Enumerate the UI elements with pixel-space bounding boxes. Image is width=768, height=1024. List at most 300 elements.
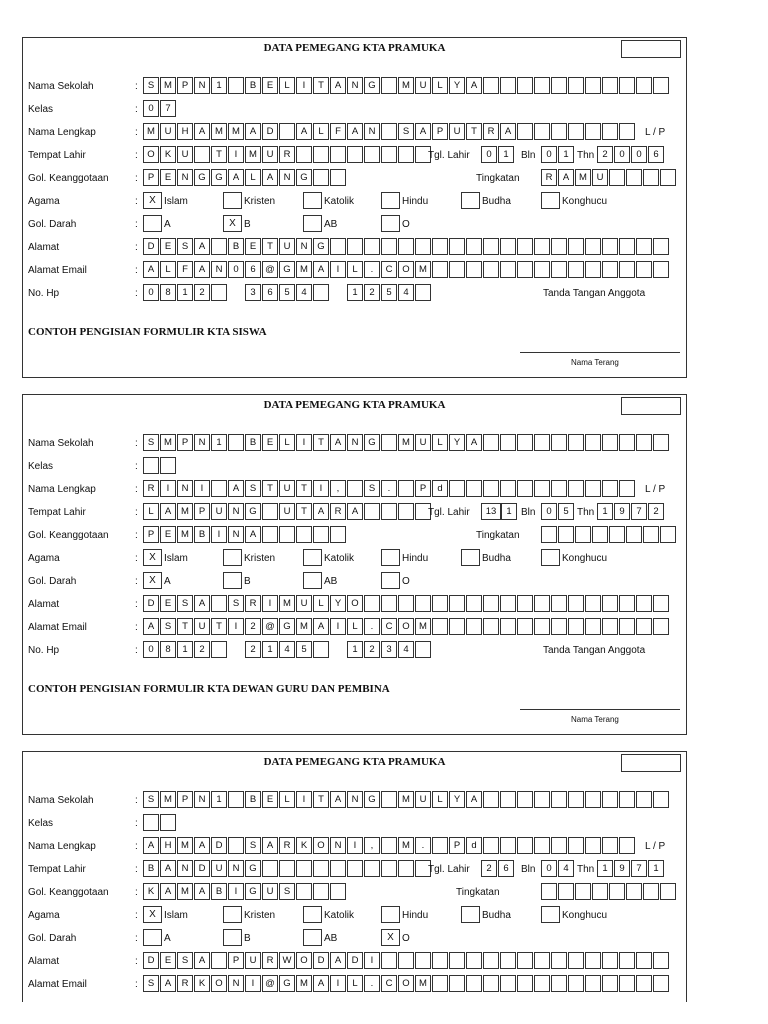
char-cell[interactable]: G <box>245 860 261 877</box>
char-cell[interactable]: G <box>279 261 295 278</box>
char-cell[interactable] <box>381 77 397 94</box>
char-cell[interactable]: H <box>177 123 193 140</box>
char-cell[interactable]: M <box>177 883 193 900</box>
char-cell[interactable] <box>602 480 618 497</box>
char-cell[interactable]: 7 <box>160 100 176 117</box>
religion-checkbox-katolik[interactable] <box>303 549 322 566</box>
char-cell[interactable]: N <box>228 503 244 520</box>
char-cell[interactable] <box>330 238 346 255</box>
char-cell[interactable]: T <box>313 434 329 451</box>
char-cell[interactable]: A <box>160 883 176 900</box>
char-cell[interactable] <box>330 883 346 900</box>
char-cell[interactable] <box>449 261 465 278</box>
char-cell[interactable]: B <box>211 883 227 900</box>
blood-checkbox-a[interactable] <box>143 929 162 946</box>
blood-checkbox-a[interactable] <box>143 215 162 232</box>
char-cell[interactable]: E <box>245 238 261 255</box>
char-cell[interactable]: N <box>194 77 210 94</box>
char-cell[interactable]: O <box>313 837 329 854</box>
char-cell[interactable] <box>636 791 652 808</box>
char-cell[interactable] <box>602 952 618 969</box>
thn-cell[interactable]: 1 <box>597 503 613 520</box>
tingkatan-cell[interactable]: M <box>575 169 591 186</box>
char-cell[interactable]: A <box>330 434 346 451</box>
char-cell[interactable]: R <box>279 146 295 163</box>
religion-checkbox-konghucu[interactable] <box>541 549 560 566</box>
char-cell[interactable]: P <box>194 503 210 520</box>
blood-checkbox-o[interactable] <box>381 215 400 232</box>
char-cell[interactable]: M <box>398 434 414 451</box>
char-cell[interactable]: U <box>296 595 312 612</box>
religion-checkbox-konghucu[interactable] <box>541 192 560 209</box>
char-cell[interactable]: I <box>296 434 312 451</box>
char-cell[interactable] <box>381 791 397 808</box>
char-cell[interactable]: A <box>466 434 482 451</box>
char-cell[interactable] <box>534 261 550 278</box>
tingkatan-cell[interactable] <box>626 169 642 186</box>
char-cell[interactable] <box>500 837 516 854</box>
char-cell[interactable] <box>415 952 431 969</box>
hp-cell[interactable]: 0 <box>143 641 159 658</box>
char-cell[interactable] <box>636 434 652 451</box>
char-cell[interactable] <box>500 480 516 497</box>
char-cell[interactable] <box>415 238 431 255</box>
religion-checkbox-kristen[interactable] <box>223 192 242 209</box>
char-cell[interactable]: B <box>228 238 244 255</box>
char-cell[interactable] <box>602 238 618 255</box>
char-cell[interactable] <box>381 123 397 140</box>
char-cell[interactable]: A <box>330 791 346 808</box>
char-cell[interactable] <box>551 480 567 497</box>
char-cell[interactable]: A <box>330 952 346 969</box>
char-cell[interactable] <box>466 238 482 255</box>
char-cell[interactable]: P <box>177 791 193 808</box>
char-cell[interactable] <box>432 952 448 969</box>
hp-cell[interactable]: 1 <box>177 641 193 658</box>
char-cell[interactable] <box>619 975 635 992</box>
hp-cell[interactable]: 1 <box>177 284 193 301</box>
religion-checkbox-katolik[interactable] <box>303 192 322 209</box>
char-cell[interactable] <box>398 238 414 255</box>
char-cell[interactable] <box>296 860 312 877</box>
char-cell[interactable] <box>551 238 567 255</box>
char-cell[interactable] <box>296 146 312 163</box>
char-cell[interactable]: A <box>143 261 159 278</box>
char-cell[interactable]: A <box>194 952 210 969</box>
char-cell[interactable]: K <box>296 837 312 854</box>
char-cell[interactable] <box>568 434 584 451</box>
char-cell[interactable] <box>313 526 329 543</box>
blood-checkbox-b[interactable] <box>223 929 242 946</box>
char-cell[interactable]: S <box>364 480 380 497</box>
char-cell[interactable]: S <box>228 595 244 612</box>
char-cell[interactable]: B <box>245 77 261 94</box>
char-cell[interactable] <box>228 77 244 94</box>
char-cell[interactable] <box>330 169 346 186</box>
char-cell[interactable]: M <box>398 77 414 94</box>
char-cell[interactable]: A <box>347 123 363 140</box>
char-cell[interactable] <box>347 860 363 877</box>
tingkatan-cell[interactable]: R <box>541 169 557 186</box>
hp-cell[interactable]: 4 <box>398 284 414 301</box>
char-cell[interactable]: D <box>143 238 159 255</box>
char-cell[interactable] <box>279 526 295 543</box>
char-cell[interactable]: R <box>279 837 295 854</box>
char-cell[interactable] <box>432 837 448 854</box>
char-cell[interactable] <box>636 595 652 612</box>
char-cell[interactable]: U <box>262 146 278 163</box>
hp-cell[interactable]: 5 <box>279 284 295 301</box>
char-cell[interactable]: N <box>228 975 244 992</box>
char-cell[interactable]: I <box>245 975 261 992</box>
char-cell[interactable]: N <box>194 434 210 451</box>
char-cell[interactable] <box>568 975 584 992</box>
char-cell[interactable]: D <box>194 860 210 877</box>
char-cell[interactable] <box>432 261 448 278</box>
blood-checkbox-ab[interactable] <box>303 215 322 232</box>
blood-checkbox-o[interactable] <box>381 572 400 589</box>
hp-cell[interactable]: 2 <box>364 641 380 658</box>
char-cell[interactable]: S <box>143 434 159 451</box>
char-cell[interactable]: T <box>211 146 227 163</box>
char-cell[interactable]: N <box>194 791 210 808</box>
char-cell[interactable] <box>262 526 278 543</box>
char-cell[interactable]: A <box>194 595 210 612</box>
char-cell[interactable]: A <box>313 975 329 992</box>
char-cell[interactable] <box>551 434 567 451</box>
bln-cell[interactable]: 0 <box>541 860 557 877</box>
char-cell[interactable]: P <box>177 434 193 451</box>
char-cell[interactable]: G <box>364 434 380 451</box>
char-cell[interactable] <box>551 618 567 635</box>
char-cell[interactable] <box>551 595 567 612</box>
char-cell[interactable] <box>313 169 329 186</box>
char-cell[interactable] <box>483 434 499 451</box>
char-cell[interactable] <box>653 618 669 635</box>
char-cell[interactable]: P <box>228 952 244 969</box>
tgl-cell[interactable]: 2 <box>481 860 497 877</box>
char-cell[interactable] <box>534 77 550 94</box>
char-cell[interactable] <box>330 860 346 877</box>
char-cell[interactable] <box>347 238 363 255</box>
char-cell[interactable] <box>602 837 618 854</box>
char-cell[interactable]: N <box>228 860 244 877</box>
char-cell[interactable] <box>211 595 227 612</box>
char-cell[interactable]: L <box>160 261 176 278</box>
char-cell[interactable] <box>619 238 635 255</box>
char-cell[interactable] <box>381 146 397 163</box>
char-cell[interactable]: T <box>296 503 312 520</box>
char-cell[interactable]: U <box>211 503 227 520</box>
char-cell[interactable] <box>619 618 635 635</box>
char-cell[interactable]: I <box>330 618 346 635</box>
char-cell[interactable] <box>568 952 584 969</box>
hp-cell[interactable]: 5 <box>381 284 397 301</box>
char-cell[interactable]: G <box>245 503 261 520</box>
char-cell[interactable]: I <box>347 837 363 854</box>
char-cell[interactable] <box>619 595 635 612</box>
char-cell[interactable] <box>585 480 601 497</box>
char-cell[interactable]: R <box>330 503 346 520</box>
char-cell[interactable]: T <box>211 618 227 635</box>
char-cell[interactable]: Y <box>449 791 465 808</box>
hp-cell[interactable]: 2 <box>194 641 210 658</box>
char-cell[interactable] <box>551 837 567 854</box>
char-cell[interactable] <box>653 238 669 255</box>
char-cell[interactable]: C <box>381 618 397 635</box>
char-cell[interactable] <box>381 503 397 520</box>
char-cell[interactable] <box>415 595 431 612</box>
char-cell[interactable]: M <box>415 975 431 992</box>
religion-checkbox-islam[interactable]: X <box>143 906 162 923</box>
char-cell[interactable]: A <box>143 618 159 635</box>
char-cell[interactable] <box>585 261 601 278</box>
char-cell[interactable]: C <box>381 261 397 278</box>
char-cell[interactable] <box>585 837 601 854</box>
tingkatan-cell[interactable] <box>626 883 642 900</box>
char-cell[interactable] <box>483 618 499 635</box>
tgl-cell[interactable]: 1 <box>501 503 517 520</box>
char-cell[interactable]: S <box>177 595 193 612</box>
char-cell[interactable]: O <box>296 952 312 969</box>
char-cell[interactable] <box>449 618 465 635</box>
char-cell[interactable]: N <box>211 261 227 278</box>
tingkatan-cell[interactable] <box>609 526 625 543</box>
char-cell[interactable] <box>568 123 584 140</box>
religion-checkbox-hindu[interactable] <box>381 549 400 566</box>
char-cell[interactable]: U <box>415 77 431 94</box>
char-cell[interactable] <box>381 595 397 612</box>
char-cell[interactable]: L <box>432 77 448 94</box>
hp-cell[interactable] <box>211 641 227 658</box>
char-cell[interactable]: M <box>160 791 176 808</box>
char-cell[interactable]: M <box>296 618 312 635</box>
thn-cell[interactable]: 9 <box>614 503 630 520</box>
tingkatan-cell[interactable]: A <box>558 169 574 186</box>
char-cell[interactable] <box>602 595 618 612</box>
char-cell[interactable] <box>568 791 584 808</box>
char-cell[interactable] <box>619 952 635 969</box>
char-cell[interactable]: P <box>143 169 159 186</box>
hp-cell[interactable]: 4 <box>398 641 414 658</box>
char-cell[interactable]: M <box>160 434 176 451</box>
hp-cell[interactable]: 2 <box>194 284 210 301</box>
photo-number-box[interactable] <box>621 40 681 58</box>
char-cell[interactable] <box>585 975 601 992</box>
tingkatan-cell[interactable] <box>660 169 676 186</box>
char-cell[interactable] <box>381 434 397 451</box>
char-cell[interactable] <box>517 952 533 969</box>
thn-cell[interactable]: 1 <box>648 860 664 877</box>
thn-cell[interactable]: 1 <box>597 860 613 877</box>
char-cell[interactable] <box>228 837 244 854</box>
blood-checkbox-a[interactable]: X <box>143 572 162 589</box>
char-cell[interactable]: @ <box>262 618 278 635</box>
char-cell[interactable]: O <box>211 975 227 992</box>
char-cell[interactable]: T <box>177 618 193 635</box>
char-cell[interactable]: P <box>415 480 431 497</box>
char-cell[interactable]: S <box>279 883 295 900</box>
char-cell[interactable] <box>296 526 312 543</box>
char-cell[interactable] <box>517 434 533 451</box>
hp-cell[interactable]: 1 <box>347 641 363 658</box>
char-cell[interactable] <box>432 975 448 992</box>
hp-cell[interactable] <box>211 284 227 301</box>
char-cell[interactable] <box>432 595 448 612</box>
char-cell[interactable] <box>364 503 380 520</box>
char-cell[interactable]: Y <box>449 77 465 94</box>
char-cell[interactable] <box>228 791 244 808</box>
char-cell[interactable]: D <box>262 123 278 140</box>
char-cell[interactable]: T <box>466 123 482 140</box>
char-cell[interactable] <box>466 952 482 969</box>
char-cell[interactable]: P <box>143 526 159 543</box>
char-cell[interactable] <box>517 261 533 278</box>
char-cell[interactable]: E <box>160 952 176 969</box>
char-cell[interactable] <box>313 860 329 877</box>
char-cell[interactable]: S <box>143 77 159 94</box>
char-cell[interactable]: K <box>143 883 159 900</box>
blood-checkbox-ab[interactable] <box>303 929 322 946</box>
religion-checkbox-budha[interactable] <box>461 192 480 209</box>
char-cell[interactable]: U <box>194 618 210 635</box>
religion-checkbox-kristen[interactable] <box>223 549 242 566</box>
char-cell[interactable]: T <box>262 480 278 497</box>
char-cell[interactable]: D <box>313 952 329 969</box>
char-cell[interactable] <box>500 595 516 612</box>
char-cell[interactable] <box>619 480 635 497</box>
char-cell[interactable] <box>602 261 618 278</box>
char-cell[interactable] <box>585 618 601 635</box>
char-cell[interactable] <box>364 595 380 612</box>
char-cell[interactable]: A <box>313 503 329 520</box>
char-cell[interactable]: L <box>279 791 295 808</box>
char-cell[interactable] <box>449 975 465 992</box>
char-cell[interactable] <box>398 503 414 520</box>
char-cell[interactable] <box>568 837 584 854</box>
char-cell[interactable]: A <box>143 837 159 854</box>
char-cell[interactable] <box>483 791 499 808</box>
char-cell[interactable]: O <box>398 975 414 992</box>
char-cell[interactable] <box>466 618 482 635</box>
hp-cell[interactable]: 4 <box>279 641 295 658</box>
hp-cell[interactable]: 0 <box>143 284 159 301</box>
char-cell[interactable]: M <box>398 837 414 854</box>
char-cell[interactable] <box>500 77 516 94</box>
char-cell[interactable] <box>602 975 618 992</box>
tingkatan-cell[interactable] <box>643 883 659 900</box>
char-cell[interactable]: I <box>160 480 176 497</box>
char-cell[interactable]: T <box>262 238 278 255</box>
char-cell[interactable] <box>636 238 652 255</box>
hp-cell[interactable] <box>313 641 329 658</box>
char-cell[interactable]: R <box>143 480 159 497</box>
religion-checkbox-budha[interactable] <box>461 549 480 566</box>
char-cell[interactable] <box>483 238 499 255</box>
char-cell[interactable]: 1 <box>211 434 227 451</box>
char-cell[interactable] <box>347 480 363 497</box>
char-cell[interactable] <box>211 480 227 497</box>
tingkatan-cell[interactable] <box>592 526 608 543</box>
char-cell[interactable]: U <box>177 146 193 163</box>
char-cell[interactable]: A <box>466 77 482 94</box>
hp-cell[interactable]: 6 <box>262 284 278 301</box>
char-cell[interactable] <box>602 434 618 451</box>
char-cell[interactable]: I <box>211 526 227 543</box>
char-cell[interactable] <box>143 457 159 474</box>
char-cell[interactable] <box>568 261 584 278</box>
hp-cell[interactable]: 3 <box>245 284 261 301</box>
char-cell[interactable] <box>534 238 550 255</box>
char-cell[interactable]: , <box>330 480 346 497</box>
char-cell[interactable]: H <box>160 837 176 854</box>
char-cell[interactable] <box>551 77 567 94</box>
char-cell[interactable]: T <box>313 791 329 808</box>
char-cell[interactable] <box>517 123 533 140</box>
char-cell[interactable] <box>211 238 227 255</box>
char-cell[interactable] <box>262 860 278 877</box>
char-cell[interactable]: N <box>279 169 295 186</box>
char-cell[interactable]: S <box>177 238 193 255</box>
char-cell[interactable] <box>568 77 584 94</box>
char-cell[interactable] <box>551 123 567 140</box>
char-cell[interactable]: P <box>177 77 193 94</box>
char-cell[interactable]: I <box>228 883 244 900</box>
char-cell[interactable]: S <box>245 480 261 497</box>
char-cell[interactable] <box>534 480 550 497</box>
char-cell[interactable] <box>653 77 669 94</box>
char-cell[interactable]: L <box>313 123 329 140</box>
char-cell[interactable] <box>262 503 278 520</box>
char-cell[interactable]: U <box>415 434 431 451</box>
religion-checkbox-katolik[interactable] <box>303 906 322 923</box>
char-cell[interactable]: Y <box>330 595 346 612</box>
char-cell[interactable]: M <box>160 77 176 94</box>
hp-cell[interactable]: 1 <box>347 284 363 301</box>
char-cell[interactable] <box>143 814 159 831</box>
char-cell[interactable] <box>534 791 550 808</box>
char-cell[interactable] <box>534 618 550 635</box>
tgl-cell[interactable]: 6 <box>498 860 514 877</box>
blood-checkbox-ab[interactable] <box>303 572 322 589</box>
char-cell[interactable] <box>636 618 652 635</box>
char-cell[interactable] <box>466 975 482 992</box>
char-cell[interactable]: L <box>143 503 159 520</box>
char-cell[interactable] <box>517 480 533 497</box>
char-cell[interactable]: W <box>279 952 295 969</box>
char-cell[interactable]: M <box>279 595 295 612</box>
char-cell[interactable]: G <box>194 169 210 186</box>
hp-cell[interactable]: 3 <box>381 641 397 658</box>
char-cell[interactable]: . <box>364 261 380 278</box>
char-cell[interactable]: L <box>432 434 448 451</box>
char-cell[interactable]: S <box>160 618 176 635</box>
char-cell[interactable] <box>619 123 635 140</box>
char-cell[interactable] <box>483 952 499 969</box>
char-cell[interactable] <box>279 123 295 140</box>
char-cell[interactable]: M <box>415 618 431 635</box>
char-cell[interactable]: A <box>262 837 278 854</box>
char-cell[interactable] <box>398 860 414 877</box>
char-cell[interactable]: A <box>500 123 516 140</box>
char-cell[interactable]: U <box>160 123 176 140</box>
char-cell[interactable]: D <box>347 952 363 969</box>
char-cell[interactable]: R <box>177 975 193 992</box>
hp-cell[interactable]: 5 <box>296 641 312 658</box>
char-cell[interactable]: A <box>313 261 329 278</box>
char-cell[interactable]: B <box>194 526 210 543</box>
thn-cell[interactable]: 6 <box>648 146 664 163</box>
